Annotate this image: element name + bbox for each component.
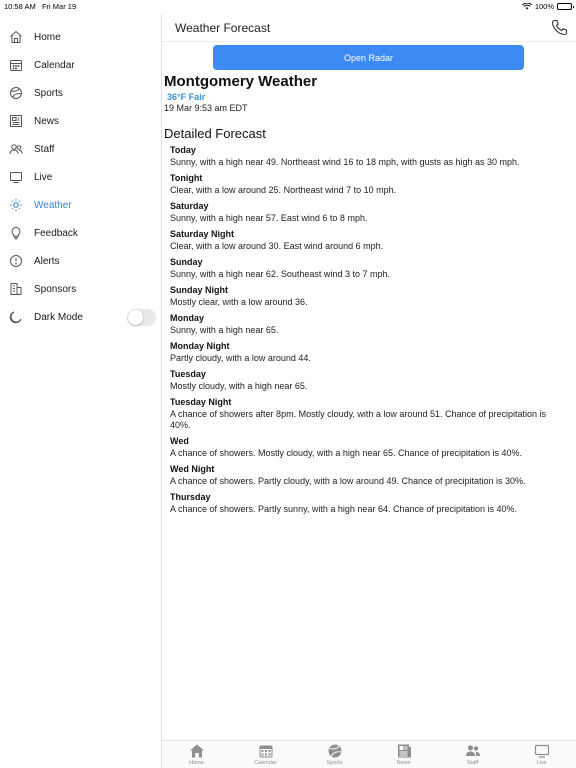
tab-sports[interactable] <box>300 741 369 768</box>
forecast-period <box>170 397 562 432</box>
sidebar-item-alerts[interactable] <box>0 249 161 273</box>
current-condition: 36°F Fair <box>167 92 206 102</box>
period-text: A chance of showers. Partly cloudy, with a low around 49. Chance of precipitation is 30%. <box>170 475 526 486</box>
sidebar-item-label: Dark Mode <box>34 311 83 323</box>
period-name: Saturday Night <box>170 229 235 239</box>
page-title: Weather Forecast <box>175 21 271 35</box>
period-name: Sunday <box>170 257 203 267</box>
calendar-icon <box>9 58 23 72</box>
sports-ball-icon <box>327 743 343 759</box>
status-time: 10:58 AM Fri Mar 19 <box>4 2 77 11</box>
period-text: Partly cloudy, with a low around 44. <box>170 352 311 363</box>
sports-ball-icon <box>9 86 23 100</box>
home-icon <box>9 30 23 44</box>
toggle-knob <box>128 310 143 325</box>
forecast-period <box>170 285 562 308</box>
period-text: A chance of showers. Partly sunny, with a high near 64. Chance of precipitation is 40%. <box>170 503 518 514</box>
battery-percent: 100% <box>534 2 554 11</box>
header <box>162 14 576 42</box>
tab-home[interactable] <box>162 741 231 768</box>
people-icon <box>9 142 23 156</box>
sidebar-item-label: Live <box>34 171 53 183</box>
period-text: A chance of showers. Mostly cloudy, with a high near 65. Chance of precipitation is 40%. <box>170 447 523 458</box>
sidebar-item-label: Alerts <box>34 255 60 267</box>
wifi-icon <box>522 3 532 10</box>
tab-label: Live <box>536 760 547 766</box>
status-right <box>522 2 572 11</box>
forecast-period <box>170 229 562 252</box>
period-name: Sunday Night <box>170 285 228 295</box>
home-icon <box>189 743 205 759</box>
status-bar <box>0 0 576 14</box>
tab-calendar[interactable] <box>231 741 300 768</box>
period-text: Clear, with a low around 30. East wind around 6 mph. <box>170 240 384 251</box>
forecast-period <box>170 341 562 364</box>
period-text: Sunny, with a high near 49. Northeast wind 16 to 18 mph, with gusts as high as 30 mph. <box>170 156 520 167</box>
period-text: Clear, with a low around 25. Northeast wind 7 to 10 mph. <box>170 184 397 195</box>
dark-mode-toggle[interactable] <box>127 309 156 326</box>
tab-label: Staff <box>466 760 479 766</box>
period-text: Sunny, with a high near 62. Southeast wind 3 to 7 mph. <box>170 268 390 279</box>
sidebar-item-label: Sponsors <box>34 283 77 295</box>
forecast-period <box>170 173 562 196</box>
phone-icon[interactable] <box>551 19 568 36</box>
sidebar-item-label: Sports <box>34 87 63 99</box>
period-name: Tuesday <box>170 369 206 379</box>
tv-icon <box>9 170 23 184</box>
building-icon <box>9 282 23 296</box>
period-text: Mostly cloudy, with a high near 65. <box>170 380 308 391</box>
sidebar-item-news[interactable] <box>0 109 161 133</box>
tab-label: Home <box>189 760 204 766</box>
forecast-period <box>170 492 562 515</box>
sidebar-item-label: Feedback <box>34 227 78 239</box>
period-text: Sunny, with a high near 57. East wind 6 to 8 mph. <box>170 212 368 223</box>
sidebar-item-home[interactable] <box>0 25 161 49</box>
sidebar <box>0 14 162 768</box>
sidebar-item-feedback[interactable] <box>0 221 161 245</box>
sun-icon <box>9 198 23 212</box>
tv-icon <box>534 743 550 759</box>
lightbulb-icon <box>9 226 23 240</box>
sidebar-item-label: Staff <box>34 143 55 155</box>
alert-circle-icon <box>9 254 23 268</box>
forecast-period <box>170 436 562 459</box>
period-text: Mostly clear, with a low around 36. <box>170 296 308 307</box>
sidebar-item-sponsors[interactable] <box>0 277 161 301</box>
period-name: Wed <box>170 436 189 446</box>
sidebar-item-label: News <box>34 115 60 127</box>
tab-bar <box>162 740 576 768</box>
period-text: A chance of showers after 8pm. Mostly cloudy, with a low around 51. Chance of precipitation is 40%. <box>170 408 547 430</box>
tab-label: Calendar <box>254 760 277 766</box>
moon-icon <box>9 310 23 324</box>
period-name: Today <box>170 145 196 155</box>
observation-time: 19 Mar 9:53 am EDT <box>164 103 248 113</box>
period-name: Wed Night <box>170 464 215 474</box>
forecast-period <box>170 313 562 336</box>
forecast-period <box>170 257 562 280</box>
period-name: Monday Night <box>170 341 230 351</box>
sidebar-item-weather[interactable] <box>0 193 161 217</box>
battery-icon <box>557 3 572 10</box>
sidebar-item-staff[interactable] <box>0 137 161 161</box>
sidebar-item-label: Home <box>34 31 61 43</box>
people-icon <box>465 743 481 759</box>
open-radar-button[interactable]: Open Radar <box>213 45 524 70</box>
tab-live[interactable] <box>507 741 576 768</box>
forecast-period <box>170 369 562 392</box>
period-name: Tuesday Night <box>170 397 232 407</box>
tab-staff[interactable] <box>438 741 507 768</box>
sidebar-item-dark-mode <box>0 305 161 329</box>
sidebar-item-label: Calendar <box>34 59 75 71</box>
sidebar-item-sports[interactable] <box>0 81 161 105</box>
sidebar-item-calendar[interactable] <box>0 53 161 77</box>
period-name: Saturday <box>170 201 209 211</box>
period-name: Tonight <box>170 173 203 183</box>
period-name: Thursday <box>170 492 211 502</box>
detailed-forecast-title: Detailed Forecast <box>164 126 266 141</box>
city-title: Montgomery Weather <box>164 73 318 90</box>
sidebar-item-live[interactable] <box>0 165 161 189</box>
newspaper-icon <box>396 743 412 759</box>
tab-label: News <box>396 760 411 766</box>
period-text: Sunny, with a high near 65. <box>170 324 279 335</box>
weather-summary <box>164 73 564 142</box>
tab-label: Sports <box>326 760 343 766</box>
forecast-period <box>170 464 562 487</box>
forecast-period <box>170 201 562 224</box>
newspaper-icon <box>9 114 23 128</box>
calendar-icon <box>258 743 274 759</box>
period-name: Monday <box>170 313 205 323</box>
tab-news[interactable] <box>369 741 438 768</box>
forecast-period <box>170 145 562 168</box>
sidebar-item-label: Weather <box>34 199 72 211</box>
